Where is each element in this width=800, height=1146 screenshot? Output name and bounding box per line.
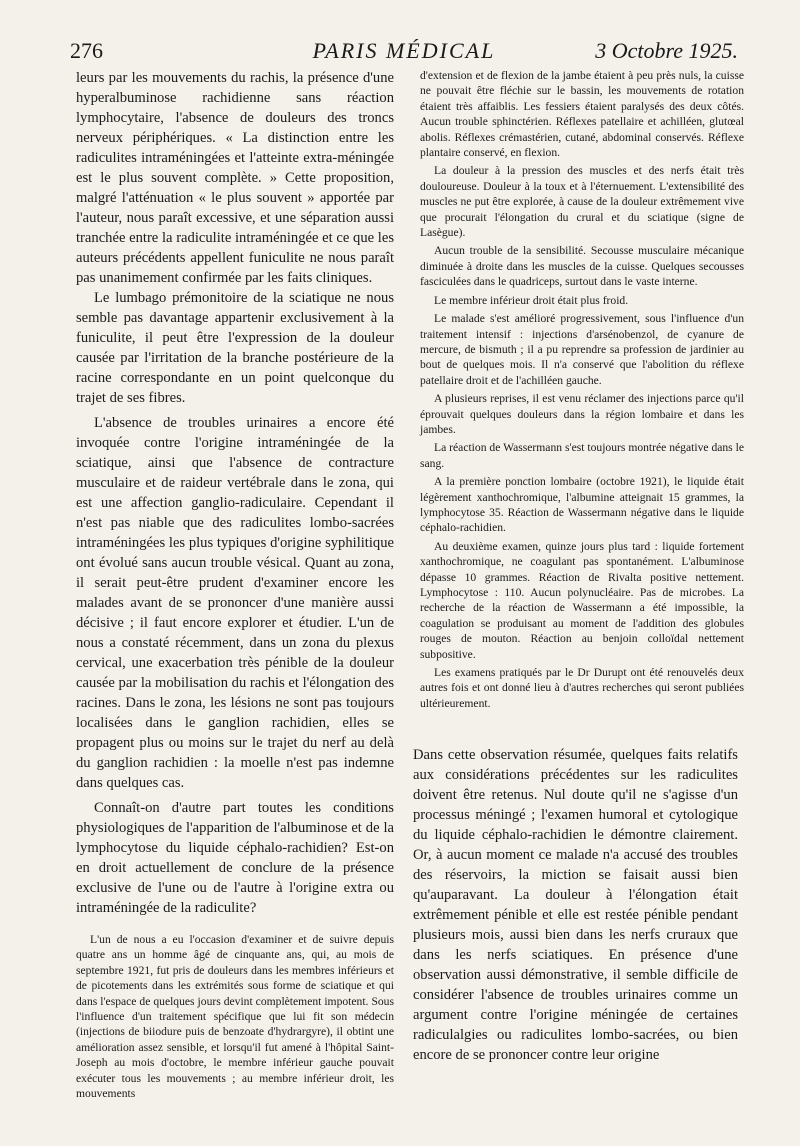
- observation-paragraph: d'extension et de flexion de la jambe étaient à peu près nuls, la cuisse ne pouvait être fléchie sur le bassin, les mouvements de rotation étaient très affaiblis. Les fessiers étaient paralysés des deux côtés. Aucun trouble sphinctérien. Réflexes patellaire et achilléen, glutœal abolis. Réflexes crémastérien, cutané, abdominal conservés. Réflexe plantaire conservé, en flexion.: [420, 69, 744, 160]
- right-main-text: [413, 745, 738, 1065]
- left-column: [76, 68, 394, 1104]
- observation-paragraph: Au deuxième examen, quinze jours plus tard : liquide fortement xanthochromique, ne coagulant pas spontanément. L'albuminose dépasse 10 grammes. Réaction de Rivalta positive nettement. Lymphocytose : 110. Aucun polynucléaire. Pas de microbes. La recherche de la réaction de Wassermann a été impossible, la coagulation se produisant au moment de l'addition des globules rouges de mouton. Réaction au benjoin colloïdal nettement subpositive.: [420, 539, 744, 661]
- observation-paragraph: Les examens pratiqués par le Dr Durupt ont été renouvelés deux autres fois et ont donné lieu à d'autres recherches qui seront publiées ultérieurement.: [420, 666, 744, 710]
- observation-paragraph: Le malade s'est amélioré progressivement, sous l'influence d'un traitement intensif : injections d'arsénobenzol, de cyanure de mercure, de bismuth ; il a pu reprendre sa profession de jardinier au bout de quelques mois. Il n'a conservé que l'abolition du réflexe patellaire droit et de l'achilléen gauche.: [420, 312, 744, 387]
- observation-paragraph: Le membre inférieur droit était plus froid.: [434, 293, 629, 307]
- paragraph: L'absence de troubles urinaires a encore été invoquée contre l'origine intraméningée de la sciatique, ainsi que l'absence de contracture musculaire et de raideur vertébrale dans le zona, qui est une affection ganglio-radiculaire. Cependant il n'est pas niable que des radiculites lombo-sacrées intraméningées les plus typiques d'origine syphilitique ont évolué sans aucun trouble vésical. Quant au zona, il serait peut-être prudent d'examiner encore les malades avant de se prononcer d'une manière aussi décisive ; il faut encore explorer et étudier. L'un de nous a constaté récemment, dans un zona du plexus cervical, une exacerbation très pénible de la douleur causée par la mobilisation du rachis et l'élongation des racines. Dans le zona, les lésions ne sont pas toujours localisées dans le ganglion rachidien, elles se propagent plus ou moins sur le trajet du nerf au delà du ganglion rachidien : la moelle n'est pas indemne dans quelques cas.: [76, 415, 394, 791]
- observation-paragraph: Aucun trouble de la sensibilité. Secousse musculaire mécanique diminuée à droite dans les muscles de la cuisse. Quelques secousses fasciculées dans le quadriceps, surtout dans le vaste interne.: [420, 244, 744, 289]
- observation-paragraph: L'un de nous a eu l'occasion d'examiner et de suivre depuis quatre ans un homme âgé de cinquante ans, qui, au mois de septembre 1921, fut pris de douleurs dans les membres inférieurs et de picotements dans les extrémités sous forme de sciatique et qui dans l'espace de quelques jours devint complètement impotent. Sous l'influence d'un traitement spécifique que lui fit son médecin (injections de biiodure puis de benzoate d'hydrargyre), il obtint une amélioration assez sensible, et lorsqu'il fut amené à l'hôpital Saint-Joseph au mois d'octobre, le membre inférieur gauche pouvait exécuter tous les mouvements ; au membre inférieur droit, les mouvements: [76, 933, 394, 1101]
- observation-paragraph: La douleur à la pression des muscles et des nerfs était très douloureuse. Douleur à la toux et à l'éternuement. L'extensibilité des muscles ne put être explorée, à cause de la douleur extrêmement vive que procurait l'élongation du crural et du sciatique (signe de Lasègue).: [420, 164, 744, 240]
- left-main-text: [76, 68, 394, 918]
- right-column: [420, 68, 744, 714]
- observation-text: [76, 932, 394, 1101]
- observation-continuation: [420, 68, 744, 711]
- paragraph: Le lumbago prémonitoire de la sciatique ne nous semble pas davantage appartenir exclusivement à la funiculite, il peut être l'expression de la douleur causée par l'irritation de la branche postérieure de la racine correspondante en un point quelconque du trajet de ses fibres.: [76, 290, 394, 406]
- journal-title: PARIS MÉDICAL: [312, 38, 496, 63]
- issue-date: 3 Octobre 1925.: [595, 38, 738, 63]
- observation-paragraph: La réaction de Wassermann s'est toujours montrée négative dans le sang.: [420, 441, 744, 470]
- page-header: [70, 38, 738, 66]
- paragraph: Dans cette observation résumée, quelques faits relatifs aux considérations précédentes sur les radiculites doivent être retenus. Nul doute qu'il ne s'agisse d'un processus méningé ; l'examen humoral et cytologique du liquide céphalo-rachidien le démontre clairement. Or, à aucun moment ce malade n'a accusé des troubles des réservoirs, la miction se faisait aussi bien qu'auparavant. La douleur à l'élongation était extrêmement pénible et elle est restée pénible pendant plusieurs mois, aussi bien dans les nerfs cruraux que dans les nerfs sciatiques. En présence d'une observation aussi démonstrative, il semble difficile de considérer l'absence de troubles urinaires comme un argument contre l'origine méningée de certaines radiculalgies ou radiculites lombo-sacrées, ou bien encore de se prononcer contre leur origine: [413, 747, 738, 1063]
- observation-paragraph: A la première ponction lombaire (octobre 1921), le liquide était légèrement xanthochromique, l'albumine atteignait 15 grammes, la lymphocytose 35. Réaction de Wassermann négative dans le liquide céphalo-rachidien.: [420, 475, 744, 535]
- observation-paragraph: A plusieurs reprises, il est venu réclamer des injections parce qu'il éprouvait quelques douleurs dans la région lombaire et dans les jambes.: [420, 392, 744, 436]
- paragraph: leurs par les mouvements du rachis, la présence d'une hyperalbuminose rachidienne sans réaction lymphocytaire, l'absence de douleurs des troncs nerveux périphériques. « La distinction entre les radiculites intraméningées et l'atteinte extra-méningée est le plus souvent complète. » Cette proposition, malgré l'atténuation « le plus souvent » apportée par l'auteur, nous paraît excessive, et une séparation aussi tranchée entre la radiculite intraméningée et ce que les auteurs précédents appellent funiculite ne nous paraît pas unanimement confirmée par les faits cliniques.: [76, 70, 394, 286]
- page-number: 276: [70, 38, 103, 63]
- paragraph: Connaît-on d'autre part toutes les conditions physiologiques de l'apparition de l'albuminose et de la lymphocytose du liquide céphalo-rachidien? Est-on en droit actuellement de conclure de la présence exclusive de l'une ou de l'autre à l'origine extra ou intraméningée de la radiculite?: [76, 800, 394, 916]
